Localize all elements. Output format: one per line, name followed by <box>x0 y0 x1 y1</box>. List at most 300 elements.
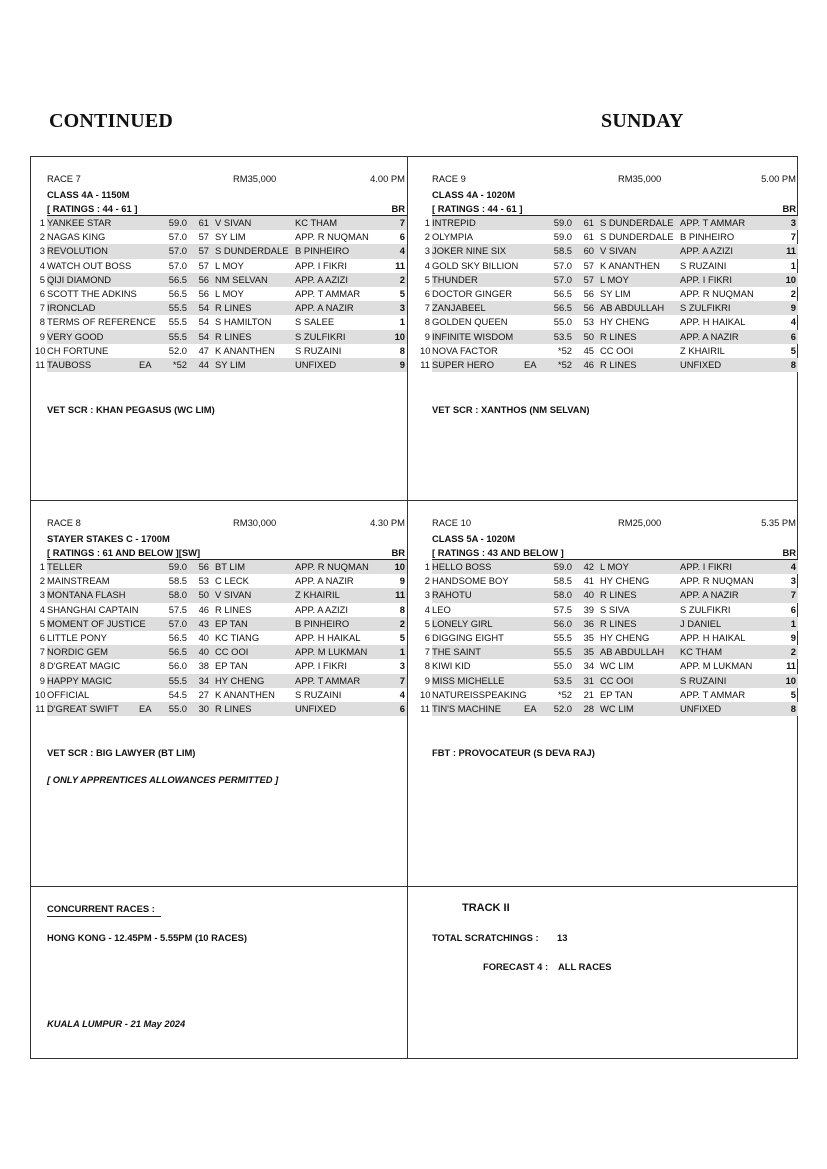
jockey: EP TAN <box>215 617 248 629</box>
jockey: WC LIM <box>600 702 634 714</box>
rating: 21 <box>583 688 594 700</box>
trainer: S RUZAINI <box>680 674 727 686</box>
trainer: APP. A NAZIR <box>680 330 739 342</box>
horse-name: LEO <box>432 603 451 615</box>
horse-name: GOLDEN QUEEN <box>432 316 508 328</box>
race-note: [ ONLY APPRENTICES ALLOWANCES PERMITTED ] <box>47 774 279 785</box>
weight: 56.0 <box>168 660 187 672</box>
runner-row <box>424 273 798 287</box>
runner-number: 8 <box>39 660 45 672</box>
barrier: 7 <box>790 589 796 601</box>
horse-name: TIN'S MACHINE <box>432 702 501 714</box>
trainer: APP. I FIKRI <box>295 259 347 271</box>
trainer: S ZULFIKRI <box>295 330 346 342</box>
rating: 27 <box>198 688 209 700</box>
runner-number: 2 <box>39 575 45 587</box>
barrier: 6 <box>399 231 405 243</box>
runner-row <box>39 330 407 344</box>
barrier: 5 <box>790 688 796 700</box>
weight: 57.0 <box>553 273 572 285</box>
trainer: S RUZAINI <box>680 259 727 271</box>
barrier: 2 <box>399 617 405 629</box>
jockey: R LINES <box>215 702 252 714</box>
ea-flag: EA <box>139 702 152 714</box>
weight: 59.0 <box>168 217 187 228</box>
rating: 43 <box>198 617 209 629</box>
rating: 56 <box>198 561 209 572</box>
race-prize: RM25,000 <box>618 517 662 528</box>
trainer: APP. M LUKMAN <box>680 660 753 672</box>
race-ratings-bar <box>47 546 407 560</box>
horse-name: SUPER HERO <box>432 358 494 370</box>
trainer: APP. A AZIZI <box>295 603 348 615</box>
jockey: NM SELVAN <box>215 273 268 285</box>
horse-name: NAGAS KING <box>47 231 106 243</box>
race-ratings: [ RATINGS : 44 - 61 ] <box>432 203 523 214</box>
runner-row <box>424 216 798 230</box>
weight: 58.5 <box>553 575 572 587</box>
runner-row <box>39 674 407 688</box>
jockey: R LINES <box>600 617 637 629</box>
barrier: 3 <box>790 217 796 228</box>
column-divider <box>407 156 408 1059</box>
jockey: HY CHENG <box>600 631 650 643</box>
barrier: 2 <box>790 646 796 658</box>
race-note: VET SCR : BIG LAWYER (BT LIM) <box>47 747 196 758</box>
barrier: 9 <box>790 631 796 643</box>
barrier: 8 <box>399 603 405 615</box>
weight: *52 <box>557 358 572 370</box>
jockey: R LINES <box>600 589 637 601</box>
weight: 53.5 <box>553 674 572 686</box>
rating: 53 <box>198 575 209 587</box>
horse-name: MISS MICHELLE <box>432 674 505 686</box>
weight: 55.5 <box>168 674 187 686</box>
trainer: APP. A NAZIR <box>295 302 354 314</box>
race-header <box>47 173 407 188</box>
race-panel <box>420 517 798 716</box>
horse-name: LONELY GIRL <box>432 617 493 629</box>
runner-number: 11 <box>35 702 45 714</box>
ea-flag: EA <box>524 358 537 370</box>
trainer: APP. T AMMAR <box>680 217 746 228</box>
jockey: L MOY <box>600 273 629 285</box>
runner-number: 3 <box>424 245 430 257</box>
jockey: KC TIANG <box>215 631 260 643</box>
horse-name: LITTLE PONY <box>47 631 107 643</box>
horse-name: CH FORTUNE <box>47 344 109 356</box>
runner-number: 5 <box>39 273 45 285</box>
rating: 40 <box>198 631 209 643</box>
runner-row <box>35 688 407 702</box>
horse-name: SHANGHAI CAPTAIN <box>47 603 139 615</box>
jockey: SY LIM <box>600 287 631 299</box>
horse-name: INFINITE WISDOM <box>432 330 514 342</box>
horse-name: RAHOTU <box>432 589 472 601</box>
rating: 42 <box>583 561 594 572</box>
race-ratings-bar <box>47 202 407 216</box>
runner-row <box>39 659 407 673</box>
runner-row <box>35 358 407 372</box>
weight: 56.5 <box>168 287 187 299</box>
barrier: 11 <box>395 589 405 601</box>
jockey: V SIVAN <box>215 217 252 228</box>
weight: 57.0 <box>168 617 187 629</box>
horse-name: GOLD SKY BILLION <box>432 259 519 271</box>
race-class: CLASS 4A - 1020M <box>432 189 516 200</box>
horse-name: MAINSTREAM <box>47 575 110 587</box>
horse-name: THE SAINT <box>432 646 481 658</box>
rating: 41 <box>583 575 594 587</box>
weight: 57.0 <box>168 245 187 257</box>
rating: 50 <box>198 589 209 601</box>
barrier: 3 <box>790 575 796 587</box>
runner-row <box>39 631 407 645</box>
weight: 55.5 <box>168 330 187 342</box>
header-continued: CONTINUED <box>49 110 174 132</box>
weight: 56.5 <box>168 646 187 658</box>
rating: 60 <box>583 245 594 257</box>
runner-number: 7 <box>39 646 45 658</box>
barrier: 8 <box>790 358 796 370</box>
trainer: APP. H HAIKAL <box>295 631 361 643</box>
barrier: 10 <box>785 674 796 686</box>
weight: 59.0 <box>553 217 572 228</box>
trainer: B PINHEIRO <box>295 245 350 257</box>
runner-row <box>424 574 798 588</box>
rating: 57 <box>198 245 209 257</box>
rating: 53 <box>583 316 594 328</box>
trainer: APP. T AMMAR <box>680 688 746 700</box>
runner-row <box>424 560 798 574</box>
weight: 57.0 <box>168 259 187 271</box>
runner-row <box>424 301 798 315</box>
barrier: 8 <box>399 344 405 356</box>
weight: 58.5 <box>553 245 572 257</box>
race-ratings-bar <box>432 202 798 216</box>
weight: 54.5 <box>168 688 187 700</box>
trainer: APP. A NAZIR <box>680 589 739 601</box>
ea-flag: EA <box>139 358 152 370</box>
runner-row <box>424 674 798 688</box>
trainer: APP. I FIKRI <box>680 561 732 572</box>
horse-name: DOCTOR GINGER <box>432 287 513 299</box>
horse-name: NOVA FACTOR <box>432 344 498 356</box>
trainer: APP. M LUKMAN <box>295 646 368 658</box>
barrier: 4 <box>790 561 796 572</box>
trainer: APP. T AMMAR <box>295 287 361 299</box>
trainer: APP. I FIKRI <box>295 660 347 672</box>
runner-number: 7 <box>39 302 45 314</box>
weight: 56.5 <box>553 302 572 314</box>
horse-name: TAUBOSS <box>47 358 92 370</box>
rating: 28 <box>583 702 594 714</box>
race-class: STAYER STAKES C - 1700M <box>47 533 170 544</box>
rating: 61 <box>198 217 209 228</box>
horse-name: INTREPID <box>432 217 476 228</box>
runner-row <box>39 216 407 230</box>
weight: 59.0 <box>553 561 572 572</box>
trainer: UNFIXED <box>295 358 337 370</box>
trainer: S SALEE <box>295 316 335 328</box>
trainer: APP. R NUQMAN <box>680 575 754 587</box>
barrier: 1 <box>399 316 405 328</box>
runner-number: 11 <box>35 358 45 370</box>
jockey: S SIVA <box>600 603 630 615</box>
horse-name: OLYMPIA <box>432 231 473 243</box>
runner-row <box>424 631 798 645</box>
rating: 35 <box>583 631 594 643</box>
weight: 58.0 <box>553 589 572 601</box>
horse-name: D'GREAT MAGIC <box>47 660 121 672</box>
runner-number: 6 <box>424 631 430 643</box>
barrier: 1 <box>790 617 796 629</box>
weight: 56.0 <box>553 617 572 629</box>
horse-name: WATCH OUT BOSS <box>47 259 132 271</box>
weight: 59.0 <box>553 231 572 243</box>
runner-row <box>39 287 407 301</box>
race-time: 4.30 PM <box>370 517 405 528</box>
trainer: Z KHAIRIL <box>680 344 725 356</box>
weight: 56.5 <box>553 287 572 299</box>
weight: *52 <box>557 688 572 700</box>
jockey: R LINES <box>215 302 252 314</box>
race-panel <box>35 517 407 716</box>
runner-row <box>39 603 407 617</box>
trainer: Z KHAIRIL <box>295 589 340 601</box>
jockey: CC OOI <box>600 344 634 356</box>
runner-number: 11 <box>420 358 430 370</box>
runner-number: 9 <box>424 674 430 686</box>
race-time: 4.00 PM <box>370 173 405 184</box>
horse-name: OFFICIAL <box>47 688 90 700</box>
trainer: APP. H HAIKAL <box>680 316 746 328</box>
horse-name: JOKER NINE SIX <box>432 245 506 257</box>
forecast-label: FORECAST 4 : <box>483 961 549 972</box>
horse-name: QIJI DIAMOND <box>47 273 112 285</box>
jockey: EP TAN <box>215 660 248 672</box>
weight: 55.0 <box>553 316 572 328</box>
runner-number: 7 <box>424 302 430 314</box>
barrier: 11 <box>786 245 796 257</box>
horse-name: MOMENT OF JUSTICE <box>47 617 146 629</box>
total-scratchings-value: 13 <box>557 932 568 943</box>
weight: 58.0 <box>168 589 187 601</box>
horse-name: NATUREISSPEAKING <box>432 688 527 700</box>
rating: 47 <box>198 344 209 356</box>
jockey: L MOY <box>215 259 244 271</box>
weight: 57.5 <box>553 603 572 615</box>
weight: 57.0 <box>168 231 187 243</box>
weight: 56.5 <box>168 631 187 643</box>
trainer: S ZULFIKRI <box>680 302 731 314</box>
rating: 35 <box>583 646 594 658</box>
runner-number: 10 <box>35 344 46 356</box>
rating: 46 <box>583 358 594 370</box>
jockey: HY CHENG <box>215 674 265 686</box>
rating: 54 <box>198 302 209 314</box>
rating: 40 <box>198 646 209 658</box>
barrier: 6 <box>790 603 796 615</box>
rating: 57 <box>583 273 594 285</box>
runner-row <box>420 688 798 702</box>
race-header <box>47 517 407 532</box>
trainer: S ZULFIKRI <box>680 603 731 615</box>
weight: *52 <box>172 358 187 370</box>
barrier: 2 <box>399 273 405 285</box>
barrier: 9 <box>790 302 796 314</box>
runner-number: 10 <box>35 688 46 700</box>
barrier: 9 <box>399 575 405 587</box>
ea-flag: EA <box>524 702 537 714</box>
runner-number: 5 <box>424 273 430 285</box>
weight: 59.0 <box>168 561 187 572</box>
jockey: S DUNDERDALE <box>600 217 674 228</box>
weight: 55.0 <box>553 660 572 672</box>
trainer: APP. R NUQMAN <box>295 561 369 572</box>
trainer: S RUZAINI <box>295 344 342 356</box>
weight: 58.5 <box>168 575 187 587</box>
runner-number: 1 <box>39 217 45 228</box>
race-header <box>432 173 798 188</box>
runner-number: 2 <box>424 231 430 243</box>
trainer: B PINHEIRO <box>295 617 350 629</box>
runner-row <box>39 259 407 273</box>
rating: 44 <box>198 358 209 370</box>
jockey: V SIVAN <box>600 245 637 257</box>
track-label: TRACK II <box>462 902 510 914</box>
runner-number: 1 <box>424 561 430 572</box>
barrier-column-header: BR <box>391 547 405 558</box>
jockey: S DUNDERDALE <box>600 231 674 243</box>
barrier: 4 <box>399 245 405 257</box>
total-scratchings-label: TOTAL SCRATCHINGS : <box>432 932 539 943</box>
runner-number: 3 <box>39 245 45 257</box>
race-panel <box>35 173 407 372</box>
rating: 30 <box>198 702 209 714</box>
rating: 39 <box>583 603 594 615</box>
race-number: RACE 7 <box>47 173 81 184</box>
race-note: FBT : PROVOCATEUR (S DEVA RAJ) <box>432 747 595 758</box>
horse-name: HELLO BOSS <box>432 561 492 572</box>
race-prize: RM35,000 <box>233 173 277 184</box>
barrier: 5 <box>399 631 405 643</box>
runner-number: 5 <box>424 617 430 629</box>
jockey: CC OOI <box>600 674 634 686</box>
weight: 55.5 <box>168 316 187 328</box>
barrier-column-header: BR <box>782 203 796 214</box>
runner-number: 9 <box>39 330 45 342</box>
horse-name: REVOLUTION <box>47 245 108 257</box>
runner-number: 8 <box>39 316 45 328</box>
trainer: S RUZAINI <box>295 688 342 700</box>
runner-number: 1 <box>424 217 430 228</box>
place-date: KUALA LUMPUR - 21 May 2024 <box>47 1018 186 1029</box>
jockey: AB ABDULLAH <box>600 302 665 314</box>
trainer: UNFIXED <box>680 358 722 370</box>
trainer: UNFIXED <box>680 702 722 714</box>
jockey: HY CHENG <box>600 575 650 587</box>
trainer: APP. R NUQMAN <box>295 231 369 243</box>
jockey: V SIVAN <box>215 589 252 601</box>
trainer: APP. R NUQMAN <box>680 287 754 299</box>
rating: 31 <box>583 674 594 686</box>
jockey: K ANANTHEN <box>215 344 275 356</box>
barrier: 7 <box>399 674 405 686</box>
jockey: K ANANTHEN <box>215 688 275 700</box>
runner-number: 3 <box>39 589 45 601</box>
weight: 55.0 <box>168 702 187 714</box>
barrier: 2 <box>790 287 796 299</box>
race-ratings-bar <box>432 546 798 560</box>
runner-row <box>39 273 407 287</box>
race-class: CLASS 4A - 1150M <box>47 189 130 200</box>
rating: 50 <box>583 330 594 342</box>
runner-row <box>424 230 798 244</box>
runner-row <box>424 617 798 631</box>
rating: 54 <box>198 316 209 328</box>
trainer: J DANIEL <box>680 617 722 629</box>
rating: 45 <box>583 344 594 356</box>
rating: 34 <box>198 674 209 686</box>
trainer: APP. H HAIKAL <box>680 631 746 643</box>
jockey: K ANANTHEN <box>600 259 660 271</box>
forecast-value: ALL RACES <box>558 961 612 972</box>
runner-number: 6 <box>424 287 430 299</box>
barrier: 3 <box>399 302 405 314</box>
runner-row <box>424 645 798 659</box>
trainer: UNFIXED <box>295 702 337 714</box>
rating: 56 <box>583 287 594 299</box>
runner-row <box>35 702 407 716</box>
horse-name: THUNDER <box>432 273 478 285</box>
runner-number: 11 <box>420 702 430 714</box>
weight: 52.0 <box>553 702 572 714</box>
jockey: BT LIM <box>215 561 246 572</box>
rating: 34 <box>583 660 594 672</box>
jockey: WC LIM <box>600 660 634 672</box>
horse-name: IRONCLAD <box>47 302 96 314</box>
barrier: 3 <box>399 660 405 672</box>
race-class: CLASS 5A - 1020M <box>432 533 516 544</box>
runner-row <box>39 645 407 659</box>
race-ratings: [ RATINGS : 44 - 61 ] <box>47 203 138 214</box>
jockey: SY LIM <box>215 231 246 243</box>
jockey: AB ABDULLAH <box>600 646 665 658</box>
barrier: 10 <box>394 330 405 342</box>
weight: 55.5 <box>553 646 572 658</box>
runner-number: 8 <box>424 660 430 672</box>
concurrent-races-title: CONCURRENT RACES : <box>47 903 161 917</box>
runner-number: 10 <box>420 344 431 356</box>
rating: 57 <box>198 259 209 271</box>
runner-row <box>420 358 798 372</box>
runner-row <box>424 244 798 258</box>
race-time: 5.00 PM <box>761 173 796 184</box>
horse-name: KIWI KID <box>432 660 471 672</box>
runner-row <box>420 344 798 358</box>
runner-row <box>424 259 798 273</box>
rating: 61 <box>583 217 594 228</box>
runner-row <box>424 330 798 344</box>
barrier: 11 <box>395 259 405 271</box>
weight: 57.0 <box>553 259 572 271</box>
rating: 38 <box>198 660 209 672</box>
runner-row <box>424 588 798 602</box>
rating: 40 <box>583 589 594 601</box>
jockey: S DUNDERDALE <box>215 245 289 257</box>
rating: 56 <box>198 287 209 299</box>
